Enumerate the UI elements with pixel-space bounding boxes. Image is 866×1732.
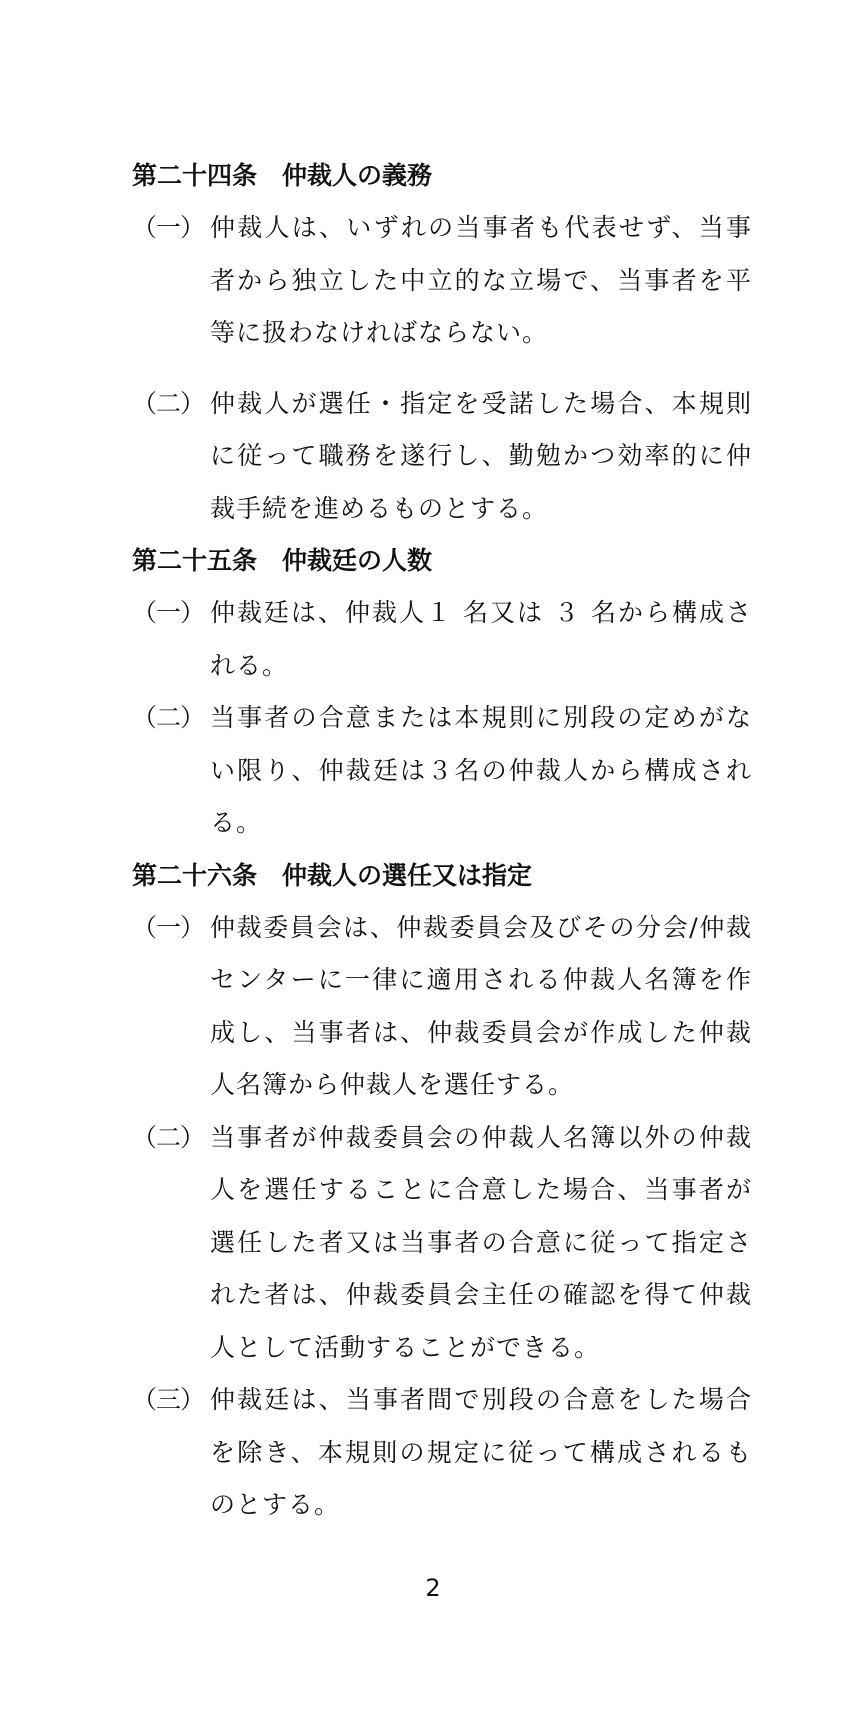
article-26-heading: 第二十六条 仲裁人の選任又は指定 bbox=[132, 860, 533, 890]
article-26-item-2 bbox=[132, 1112, 752, 1375]
item-number: （二） bbox=[132, 703, 205, 732]
article-25-item-2 bbox=[132, 692, 752, 850]
item-number: （一） bbox=[132, 912, 205, 942]
article-25-heading: 第二十五条 仲裁廷の人数 bbox=[132, 546, 433, 575]
article-24-item-2 bbox=[132, 378, 752, 536]
item-number: （三） bbox=[132, 1385, 205, 1414]
item-text: 仲裁廷は、仲裁人１ 名又は ３ 名から構成される。 bbox=[210, 598, 752, 680]
item-number: （二） bbox=[132, 1122, 205, 1152]
page-number: 2 bbox=[425, 1574, 441, 1602]
item-text: 仲裁委員会は、仲裁委員会及びその分会/仲裁センターに一律に適用される仲裁人名簿を作成し、当事者は、仲裁委員会が作成した仲裁人名簿から仲裁人を選任する。 bbox=[210, 912, 752, 1099]
article-24-heading: 第二十四条 仲裁人の義務 bbox=[132, 161, 433, 190]
article-26-item-3 bbox=[132, 1374, 752, 1532]
item-text: 仲裁人は、いずれの当事者も代表せず、当事者から独立した中立的な立場で、当事者を平等に扱わなければならない。 bbox=[210, 213, 752, 347]
item-text: 当事者の合意または本規則に別段の定めがない限り、仲裁廷は３名の仲裁人から構成される。 bbox=[210, 703, 752, 837]
item-number: （一） bbox=[132, 598, 205, 627]
article-25-item-1 bbox=[132, 587, 752, 692]
article-24-item-1 bbox=[132, 202, 752, 360]
document-page bbox=[132, 150, 752, 1532]
item-number: （二） bbox=[132, 388, 205, 418]
item-text: 当事者が仲裁委員会の仲裁人名簿以外の仲裁人を選任することに合意した場合、当事者が選任した者又は当事者の合意に従って指定された者は、仲裁委員会主任の確認を得て仲裁人として活動することができる。 bbox=[210, 1122, 752, 1362]
item-text: 仲裁廷は、当事者間で別段の合意をした場合を除き、本規則の規定に従って構成されるものとする。 bbox=[210, 1385, 752, 1519]
item-number: （一） bbox=[132, 213, 205, 242]
item-text: 仲裁人が選任・指定を受諾した場合、本規則に従って職務を遂行し、勤勉かつ効率的に仲裁手続を進めるものとする。 bbox=[210, 388, 752, 523]
article-26-item-1 bbox=[132, 902, 752, 1112]
